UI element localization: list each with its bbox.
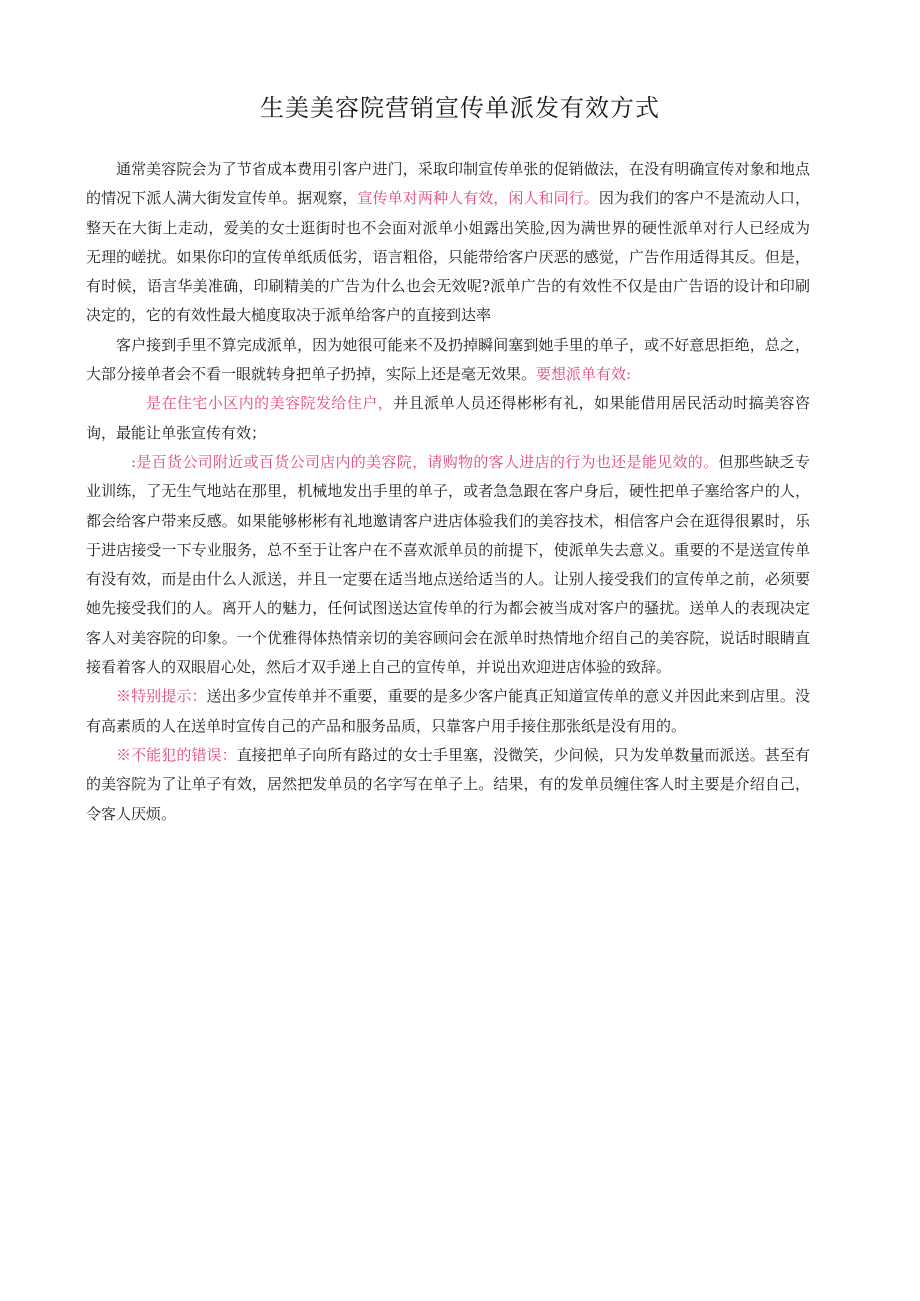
paragraph-intro [86, 155, 810, 331]
text-segment: 直接把单子向所有路过的女士手里塞，没微笑，少问候，只为发单数量而派送。甚至有的美容院为了让单子有效，居然把发单员的名字写在单子上。结果，有的发单员缠住客人时主要是介绍自己，令客人厌烦。 [86, 745, 810, 823]
text-segment: 客户接到手里不算完成派单，因为她很可能来不及扔掉瞬间塞到她手里的单子，或不好意思拒绝，总之，大部分接单者会不看一眼就转身把单子扔掉，实际上还是毫无效果。 [86, 335, 810, 384]
paragraph-department-store [86, 448, 810, 682]
highlight-segment: 是在住宅小区内的美容院发给住户， [146, 394, 394, 413]
text-segment: 送出多少宣传单并不重要，重要的是多少客户能真正知道宣传单的意义并因此来到店里。没有高素质的人在送单时宣传自己的产品和服务品质，只靠客户用手接住那张纸是没有用的。 [86, 687, 810, 735]
highlight-segment: 宣传单对两种人有效，闲人和同行。 [357, 189, 599, 208]
paragraph-mistakes [86, 741, 810, 829]
text-segment: 并且派单人员还得彬彬有礼，如果能借用居民活动时搞美容咨询，最能让单张宣传有效； [86, 394, 810, 442]
text-segment: 但那些缺乏专业训练，了无生气地站在那里，机械地发出手里的单子，或者急急跟在客户身后，硬性把单子塞给客户的人，都会给客户带来反感。如果能够彬彬有礼地邀请客户进店体验我们的美容技术，相信客户会在逛得很累时，乐于进店接受一下专业服务，总不至于让客户在不喜欢派单员的前提下，使派单失去意义。重要的不是送宣传单有没有效，而是由什么人派送，并且一定要在适当地点送给适当的人。让别人接受我们的宣传单之前，必须要她先接受我们的人。离开人的魅力，任何试图送达宣传单的行为都会被当成对客户的骚扰。送单人的表现决定客人对美容院的印象。一个优雅得体热情亲切的美容顾问会在派单时热情地介绍自己的美容院，说话时眼睛直接看着客人的双眼眉心处，然后才双手递上自己的宣传单，并说出欢迎进店体验的致辞。 [86, 452, 810, 677]
highlight-segment: ※特别提示： [116, 687, 207, 706]
paragraph-special-tip [86, 682, 810, 741]
document-body [86, 155, 810, 829]
text-segment: 通常美容院会为了节省成本费用引客户进门，采取印制宣传单张的促销做法，在没有明确宣传对象和地点的情况下派人满大街发宣传单。据观察， [86, 160, 810, 208]
highlight-segment: ※不能犯的错误： [116, 745, 237, 764]
text-segment: 因为我们的客户不是流动人口，整天在大街上走动，爱美的女士逛街时也不会面对派单小姐露出笑脸,因为满世界的硬性派单对行人已经成为无理的嵯扰。如果你印的宣传单纸质低劣，语言粗俗，只能带给客户厌恶的感觉，广告作用适得其反。但是，有时候，语言华美准确，印刷精美的广告为什么也会无效呢?派单广告的有效性不仅是由广告语的设计和印刷决定的，它的有效性最大槌度取决于派单给客户的直接到达率 [86, 189, 810, 325]
highlight-segment: :是百货公司附近或百货公司店内的美容院，请购物的客人进店的行为也还是能见效的。 [131, 452, 719, 471]
paragraph-residential [86, 389, 810, 448]
document-title: 生美美容院营销宣传单派发有效方式 [260, 94, 660, 122]
highlight-segment: 要想派单有效: [536, 365, 632, 384]
paragraph-reception [86, 331, 810, 390]
